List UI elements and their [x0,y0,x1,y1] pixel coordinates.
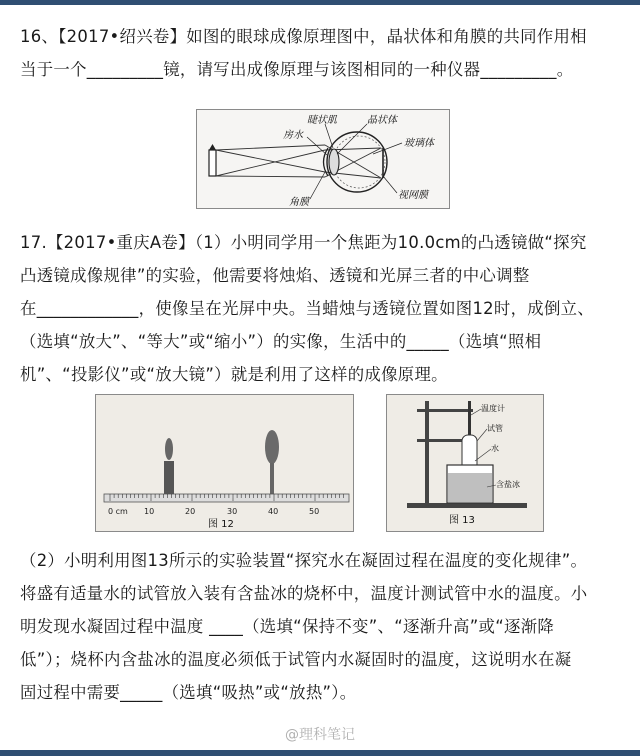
q17-line-3: 在____________，使像呈在光屏中央。当蜡烛与透镜位置如图12时，成倒立、 [20,299,595,318]
lens-shape [329,149,339,175]
lens [265,430,279,464]
label-aqueous: 房水 [283,130,303,141]
eye-diagram-svg [197,110,450,209]
ruler-label-0: 0 cm [108,507,128,516]
ruler-label-30: 30 [227,507,238,516]
ray-lower-2 [216,176,325,177]
label-ciliary: 睫状肌 [307,115,337,126]
eyeball-inner [333,136,385,188]
bench-ruler [104,494,349,502]
ruler-label-50: 50 [309,507,320,516]
ruler-label-40: 40 [268,507,279,516]
eye-diagram [196,109,450,209]
figure-13-caption: 图 13 [449,515,475,526]
q17b-line-3: 明发现水凝固过程中温度 ____（选填“保持不变”、“逐渐升高”或“逐渐降 [20,617,555,636]
q17b-line-4: 低”）；烧杯内含盐冰的温度必须低于试管内水凝固时的温度，这说明水在凝 [20,650,572,669]
figure-13-svg [387,395,544,532]
lens-stand [270,463,274,495]
leader-ciliary [325,124,333,148]
label-lens: 晶状体 [367,115,397,126]
ruler-label-20: 20 [185,507,196,516]
q17-line-1: 17.【2017•重庆A卷】（1）小明同学用一个焦距为10.0cm的凸透镜做“探究 [20,233,587,252]
clamp-upper [417,409,473,412]
q17-line-2: 凸透镜成像规律”的实验，他需要将烛焰、透镜和光屏三者的中心调整 [20,266,530,285]
figure-12-caption: 图 12 [208,519,234,530]
question-17-part-2 [20,544,626,709]
q17b-line-1: （2）小明利用图13所示的实验装置“探究水在凝固过程在温度的变化规律”。 [20,551,588,570]
leader-retina [383,176,397,193]
salt-ice [448,473,492,502]
question-17 [20,226,626,391]
figure-12 [95,394,354,532]
question-16 [20,20,626,86]
label-thermometer: 温度计 [481,404,505,413]
stand-base [407,503,527,508]
label-vitreous: 玻璃体 [404,138,434,149]
object-tip [209,144,216,150]
ruler-label-10: 10 [144,507,155,516]
candle-body [164,461,174,495]
label-water: 水 [491,444,499,453]
ray-lower-1 [216,150,325,176]
label-retina: 视网膜 [398,190,428,201]
label-saltice: 含盐冰 [496,480,520,489]
stand-pole [425,401,429,505]
figure-13 [386,394,544,532]
object-body [209,150,216,176]
watermark: @理科笔记 [285,727,355,743]
label-tube: 试管 [487,424,503,433]
top-border [0,0,640,5]
leader-tube [477,429,487,441]
leader-lens [337,124,367,154]
bottom-border [0,750,640,756]
q17-line-5: 机”、“投影仪”或“放大镜”）就是利用了这样的成像原理。 [20,365,448,384]
figure-12-svg [96,395,354,532]
label-cornea: 角膜 [289,197,309,208]
leader-cornea [310,172,325,199]
q16-line-2: 当于一个_________镜，请写出成像原理与该图相同的一种仪器_________。 [20,60,574,79]
q16-line-1: 16、【2017•绍兴卷】如图的眼球成像原理图中，晶状体和角膜的共同作用相 [20,27,587,46]
ray-upper-1 [216,145,325,150]
ray-upper-2 [216,150,325,172]
q17b-line-5: 固过程中需要_____（选填“吸热”或“放热”）。 [20,683,357,702]
q17-line-4: （选填“放大”、“等大”或“缩小”）的实像，生活中的_____（选填“照相 [20,332,542,351]
q17b-line-2: 将盛有适量水的试管放入装有含盐冰的烧杯中，温度计测试管中水的温度。小 [20,584,588,603]
candle-flame [165,438,173,460]
